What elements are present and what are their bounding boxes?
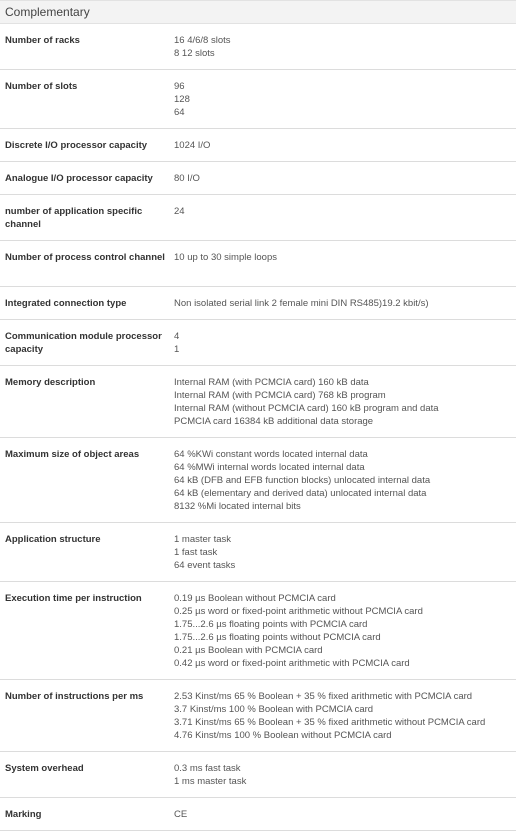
spec-value: 1024 I/O bbox=[174, 140, 211, 151]
spec-values bbox=[174, 205, 516, 240]
spec-value: 1 bbox=[174, 344, 180, 355]
spec-label: Analogue I/O processor capacity bbox=[5, 173, 153, 184]
spec-row-number-of-slots bbox=[0, 70, 516, 129]
spec-value: 3.71 Kinst/ms 65 % Boolean + 35 % fixed arithmetic without PCMCIA card bbox=[174, 717, 486, 728]
spec-values bbox=[174, 80, 516, 128]
spec-row-communication-module bbox=[0, 320, 516, 366]
spec-value: 1.75...2.6 µs floating points without PCMCIA card bbox=[174, 632, 381, 643]
spec-value: 3.7 Kinst/ms 100 % Boolean with PCMCIA card bbox=[174, 704, 374, 715]
spec-values bbox=[174, 448, 516, 522]
spec-values bbox=[174, 330, 516, 365]
spec-label: System overhead bbox=[5, 763, 84, 774]
section-header: Complementary bbox=[0, 0, 516, 24]
spec-row-connection-type bbox=[0, 287, 516, 320]
spec-row-instructions-per-ms bbox=[0, 680, 516, 752]
spec-values bbox=[174, 172, 516, 194]
spec-value: 64 bbox=[174, 107, 185, 118]
spec-value: 64 kB (elementary and derived data) unlocated internal data bbox=[174, 488, 427, 499]
spec-value: 64 kB (DFB and EFB function blocks) unlocated internal data bbox=[174, 475, 431, 486]
spec-label: Number of slots bbox=[5, 81, 78, 92]
spec-values bbox=[174, 533, 516, 581]
spec-label: Discrete I/O processor capacity bbox=[5, 140, 148, 151]
spec-value: 1.75...2.6 µs floating points with PCMCIA card bbox=[174, 619, 368, 630]
spec-row-discrete-io bbox=[0, 129, 516, 162]
spec-label: Integrated connection type bbox=[5, 298, 127, 309]
spec-label: Maximum size of object areas bbox=[5, 449, 140, 460]
spec-values bbox=[174, 139, 516, 161]
spec-value: 2.53 Kinst/ms 65 % Boolean + 35 % fixed arithmetic with PCMCIA card bbox=[174, 691, 473, 702]
spec-value: 64 %MWi internal words located internal data bbox=[174, 462, 365, 473]
spec-values bbox=[174, 251, 516, 286]
spec-values bbox=[174, 690, 516, 751]
spec-values bbox=[174, 376, 516, 437]
spec-value: 80 I/O bbox=[174, 173, 200, 184]
spec-value: 1 master task bbox=[174, 534, 232, 545]
spec-value: 0.21 µs Boolean with PCMCIA card bbox=[174, 645, 323, 656]
spec-value: 24 bbox=[174, 206, 185, 217]
spec-label: Communication module processor capacity bbox=[5, 331, 162, 355]
spec-values bbox=[174, 592, 516, 679]
spec-value: Non isolated serial link 2 female mini DIN RS485)19.2 kbit/s) bbox=[174, 298, 429, 309]
spec-row-analogue-io bbox=[0, 162, 516, 195]
spec-value: 4 bbox=[174, 331, 180, 342]
spec-value: 0.42 µs word or fixed-point arithmetic with PCMCIA card bbox=[174, 658, 410, 669]
spec-value: 8 12 slots bbox=[174, 48, 215, 59]
spec-label: Number of process control channel bbox=[5, 252, 165, 263]
spec-value: 0.3 ms fast task bbox=[174, 763, 241, 774]
spec-value: 96 bbox=[174, 81, 185, 92]
spec-value: 128 bbox=[174, 94, 190, 105]
spec-row-application-channel bbox=[0, 195, 516, 241]
spec-values bbox=[174, 34, 516, 69]
spec-row-process-control-channel bbox=[0, 241, 516, 287]
spec-row-execution-time bbox=[0, 582, 516, 680]
spec-value: 8132 %Mi located internal bits bbox=[174, 501, 301, 512]
spec-value: 10 up to 30 simple loops bbox=[174, 252, 277, 263]
spec-value: 0.25 µs word or fixed-point arithmetic without PCMCIA card bbox=[174, 606, 423, 617]
spec-value: Internal RAM (without PCMCIA card) 160 kB program and data bbox=[174, 403, 439, 414]
spec-label: Marking bbox=[5, 809, 42, 820]
spec-row-number-of-racks bbox=[0, 24, 516, 70]
spec-row-marking bbox=[0, 798, 516, 831]
spec-label: Number of racks bbox=[5, 35, 80, 46]
spec-value: 64 %KWi constant words located internal data bbox=[174, 449, 368, 460]
spec-label: Execution time per instruction bbox=[5, 593, 142, 604]
spec-value: 4.76 Kinst/ms 100 % Boolean without PCMCIA card bbox=[174, 730, 392, 741]
spec-value: PCMCIA card 16384 kB additional data storage bbox=[174, 416, 374, 427]
spec-values bbox=[174, 762, 516, 797]
spec-value: 64 event tasks bbox=[174, 560, 236, 571]
spec-value: 1 ms master task bbox=[174, 776, 247, 787]
spec-row-system-overhead bbox=[0, 752, 516, 798]
spec-label: number of application specific channel bbox=[5, 206, 143, 230]
spec-value: CE bbox=[174, 809, 188, 820]
spec-row-application-structure bbox=[0, 523, 516, 582]
spec-value: Internal RAM (with PCMCIA card) 160 kB data bbox=[174, 377, 369, 388]
spec-label: Application structure bbox=[5, 534, 101, 545]
spec-value: 16 4/6/8 slots bbox=[174, 35, 231, 46]
spec-value: 0.19 µs Boolean without PCMCIA card bbox=[174, 593, 336, 604]
spec-values bbox=[174, 297, 516, 319]
spec-row-memory-description bbox=[0, 366, 516, 438]
spec-row-object-areas bbox=[0, 438, 516, 523]
spec-values bbox=[174, 808, 516, 830]
spec-label: Number of instructions per ms bbox=[5, 691, 144, 702]
spec-label: Memory description bbox=[5, 377, 96, 388]
spec-value: 1 fast task bbox=[174, 547, 218, 558]
spec-value: Internal RAM (with PCMCIA card) 768 kB program bbox=[174, 390, 386, 401]
